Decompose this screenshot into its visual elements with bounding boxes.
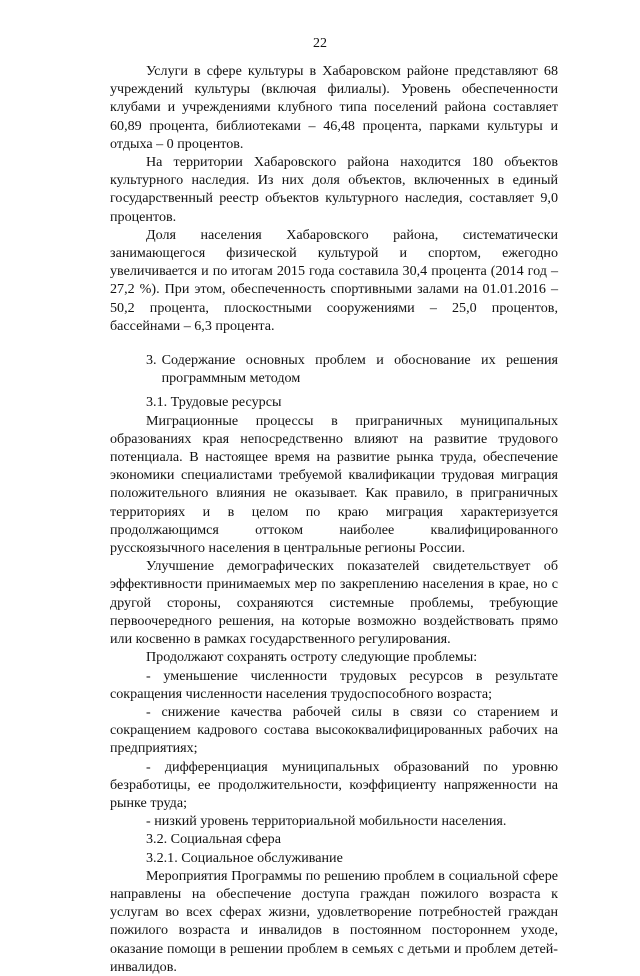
paragraph-sport: Доля населения Хабаровского района, систематически занимающегося физической культурой и спортом, ежегодно увеличивается и по итогам 2015 года составила 30,4 процента (2014 год – 27,2 %). При этом, обеспеченность спортивными залами на 01.01.2016 – 50,2 процента, плоскостными сооружениями – 25,0 процентов, бассейнами – 6,3 процента. [110, 226, 558, 334]
problem-item: - снижение качества рабочей силы в связи со старением и сокращением кадрового состава высококвалифицированных рабочих на предприятиях; [110, 703, 558, 757]
subsection-3-2-1-heading: 3.2.1. Социальное обслуживание [146, 849, 343, 866]
paragraph-cultural-heritage: На территории Хабаровского района находится 180 объектов культурного наследия. Из них доля объектов, включенных в единый государственный реестр объектов культурного наследия, составляет 9,0 процентов. [110, 154, 558, 225]
page-number: 22 [313, 36, 327, 51]
document-body [110, 62, 558, 976]
paragraph-demography: Улучшение демографических показателей свидетельствует об эффективности принимаемых мер по закреплению населения в крае, но с другой стороны, сохраняются системные проблемы, требующие первоочередного решения, на которые возможно воздействовать прямо или косвенно в рамках государственного регулирования. [110, 558, 558, 648]
problem-item: - уменьшение численности трудовых ресурсов в результате сокращения численности населения трудоспособного возраста; [110, 667, 558, 702]
subsection-3-2-heading: 3.2. Социальная сфера [146, 831, 281, 848]
subsection-3-1-heading: 3.1. Трудовые ресурсы [146, 394, 282, 411]
problem-item: - низкий уровень территориальной мобильности населения. [146, 813, 507, 830]
section-3-title: Содержание основных проблем и обоснование их решения программным методом [161, 352, 558, 387]
section-3-number: 3. [146, 352, 157, 369]
section-3-heading [110, 351, 558, 387]
paragraph-social-services: Мероприятия Программы по решению проблем в социальной сфере направлены на обеспечение доступа граждан пожилого возраста к услугам во всех сферах жизни, удовлетворение потребностей граждан пожилого возраста и инвалидов в постоянном постороннем уходе, оказание помощи в решении проблем в семьях с детьми и проблем детей-инвалидов. [110, 867, 558, 975]
problem-item: - дифференциация муниципальных образований по уровню безработицы, ее продолжительности, коэффициенту напряженности на рынке труда; [110, 758, 558, 811]
paragraph-migration: Миграционные процессы в приграничных муниципальных образованиях края непосредственно влияют на развитие трудового потенциала. В настоящее время на развитие рынка труда, обеспечение экономики специалистами требуемой квалификации трудовая миграция положительного влияния не оказывает. Как правило, в приграничных территориях и в целом по краю миграция характеризуется продолжающимся оттоком наиболее квалифицированного русскоязычного населения в центральные регионы России. [110, 412, 558, 557]
paragraph-problems-intro: Продолжают сохранять остроту следующие проблемы: [146, 649, 478, 666]
paragraph-culture-services: Услуги в сфере культуры в Хабаровском районе представляют 68 учреждений культуры (включая филиалы). Уровень обеспеченности клубами и учреждениями клубного типа поселений района составляет 60,89 процента, библиотеками – 46,48 процента, парками культуры и отдыха – 0 процентов. [110, 63, 558, 152]
